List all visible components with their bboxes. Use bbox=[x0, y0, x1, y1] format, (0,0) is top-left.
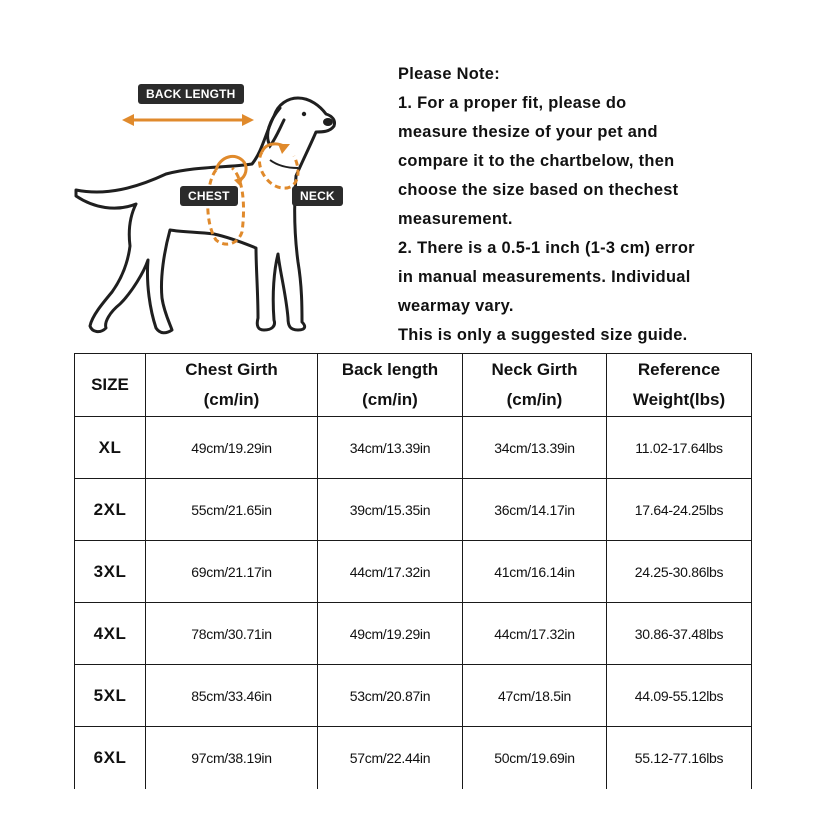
back-length-cell: 44cm/17.32in bbox=[318, 541, 463, 603]
neck-girth-cell: 41cm/16.14in bbox=[463, 541, 607, 603]
note-line: choose the size based on thechest bbox=[398, 181, 679, 199]
neck-girth-cell: 47cm/18.5in bbox=[463, 665, 607, 727]
weight-cell: 11.02-17.64lbs bbox=[607, 417, 752, 479]
size-cell: 6XL bbox=[75, 727, 146, 789]
chest-girth-cell: 69cm/21.17in bbox=[146, 541, 318, 603]
note-line: 2. There is a 0.5-1 inch (1-3 cm) error bbox=[398, 239, 695, 257]
back-length-cell: 39cm/15.35in bbox=[318, 479, 463, 541]
header-reference-weight: Reference Weight(lbs) bbox=[607, 354, 752, 417]
back-length-label: BACK LENGTH bbox=[138, 84, 244, 104]
dog-silhouette-icon bbox=[66, 72, 366, 342]
table-header-row bbox=[75, 354, 752, 417]
weight-cell: 17.64-24.25lbs bbox=[607, 479, 752, 541]
measurement-note bbox=[398, 60, 818, 350]
header-size: SIZE bbox=[75, 354, 146, 417]
chest-girth-cell: 85cm/33.46in bbox=[146, 665, 318, 727]
chest-girth-cell: 49cm/19.29in bbox=[146, 417, 318, 479]
header-back-length: Back length (cm/in) bbox=[318, 354, 463, 417]
neck-girth-cell: 34cm/13.39in bbox=[463, 417, 607, 479]
table-row bbox=[75, 727, 752, 789]
note-heading: Please Note: bbox=[398, 65, 500, 83]
back-length-cell: 49cm/19.29in bbox=[318, 603, 463, 665]
back-length-cell: 53cm/20.87in bbox=[318, 665, 463, 727]
table-row bbox=[75, 665, 752, 727]
size-cell: 2XL bbox=[75, 479, 146, 541]
neck-girth-cell: 36cm/14.17in bbox=[463, 479, 607, 541]
header-neck-girth: Neck Girth (cm/in) bbox=[463, 354, 607, 417]
weight-cell: 55.12-77.16lbs bbox=[607, 727, 752, 789]
neck-girth-cell: 50cm/19.69in bbox=[463, 727, 607, 789]
back-length-cell: 57cm/22.44in bbox=[318, 727, 463, 789]
size-cell: XL bbox=[75, 417, 146, 479]
note-line: measurement. bbox=[398, 210, 513, 228]
weight-cell: 30.86-37.48lbs bbox=[607, 603, 752, 665]
note-line: wearmay vary. bbox=[398, 297, 514, 315]
table-row bbox=[75, 479, 752, 541]
table-row bbox=[75, 417, 752, 479]
back-length-cell: 34cm/13.39in bbox=[318, 417, 463, 479]
weight-cell: 44.09-55.12lbs bbox=[607, 665, 752, 727]
note-line: measure thesize of your pet and bbox=[398, 123, 658, 141]
size-cell: 3XL bbox=[75, 541, 146, 603]
size-chart-table bbox=[74, 353, 752, 789]
dog-measurement-illustration bbox=[66, 72, 366, 342]
header-chest-girth: Chest Girth (cm/in) bbox=[146, 354, 318, 417]
note-line: compare it to the chartbelow, then bbox=[398, 152, 675, 170]
neck-label: NECK bbox=[292, 186, 343, 206]
size-cell: 5XL bbox=[75, 665, 146, 727]
neck-girth-cell: 44cm/17.32in bbox=[463, 603, 607, 665]
note-line: 1. For a proper fit, please do bbox=[398, 94, 627, 112]
chest-girth-cell: 78cm/30.71in bbox=[146, 603, 318, 665]
table-row bbox=[75, 603, 752, 665]
table-row bbox=[75, 541, 752, 603]
chest-girth-cell: 97cm/38.19in bbox=[146, 727, 318, 789]
chest-girth-cell: 55cm/21.65in bbox=[146, 479, 318, 541]
size-cell: 4XL bbox=[75, 603, 146, 665]
note-line: This is only a suggested size guide. bbox=[398, 326, 688, 344]
chest-label: CHEST bbox=[180, 186, 238, 206]
weight-cell: 24.25-30.86lbs bbox=[607, 541, 752, 603]
note-line: in manual measurements. Individual bbox=[398, 268, 691, 286]
